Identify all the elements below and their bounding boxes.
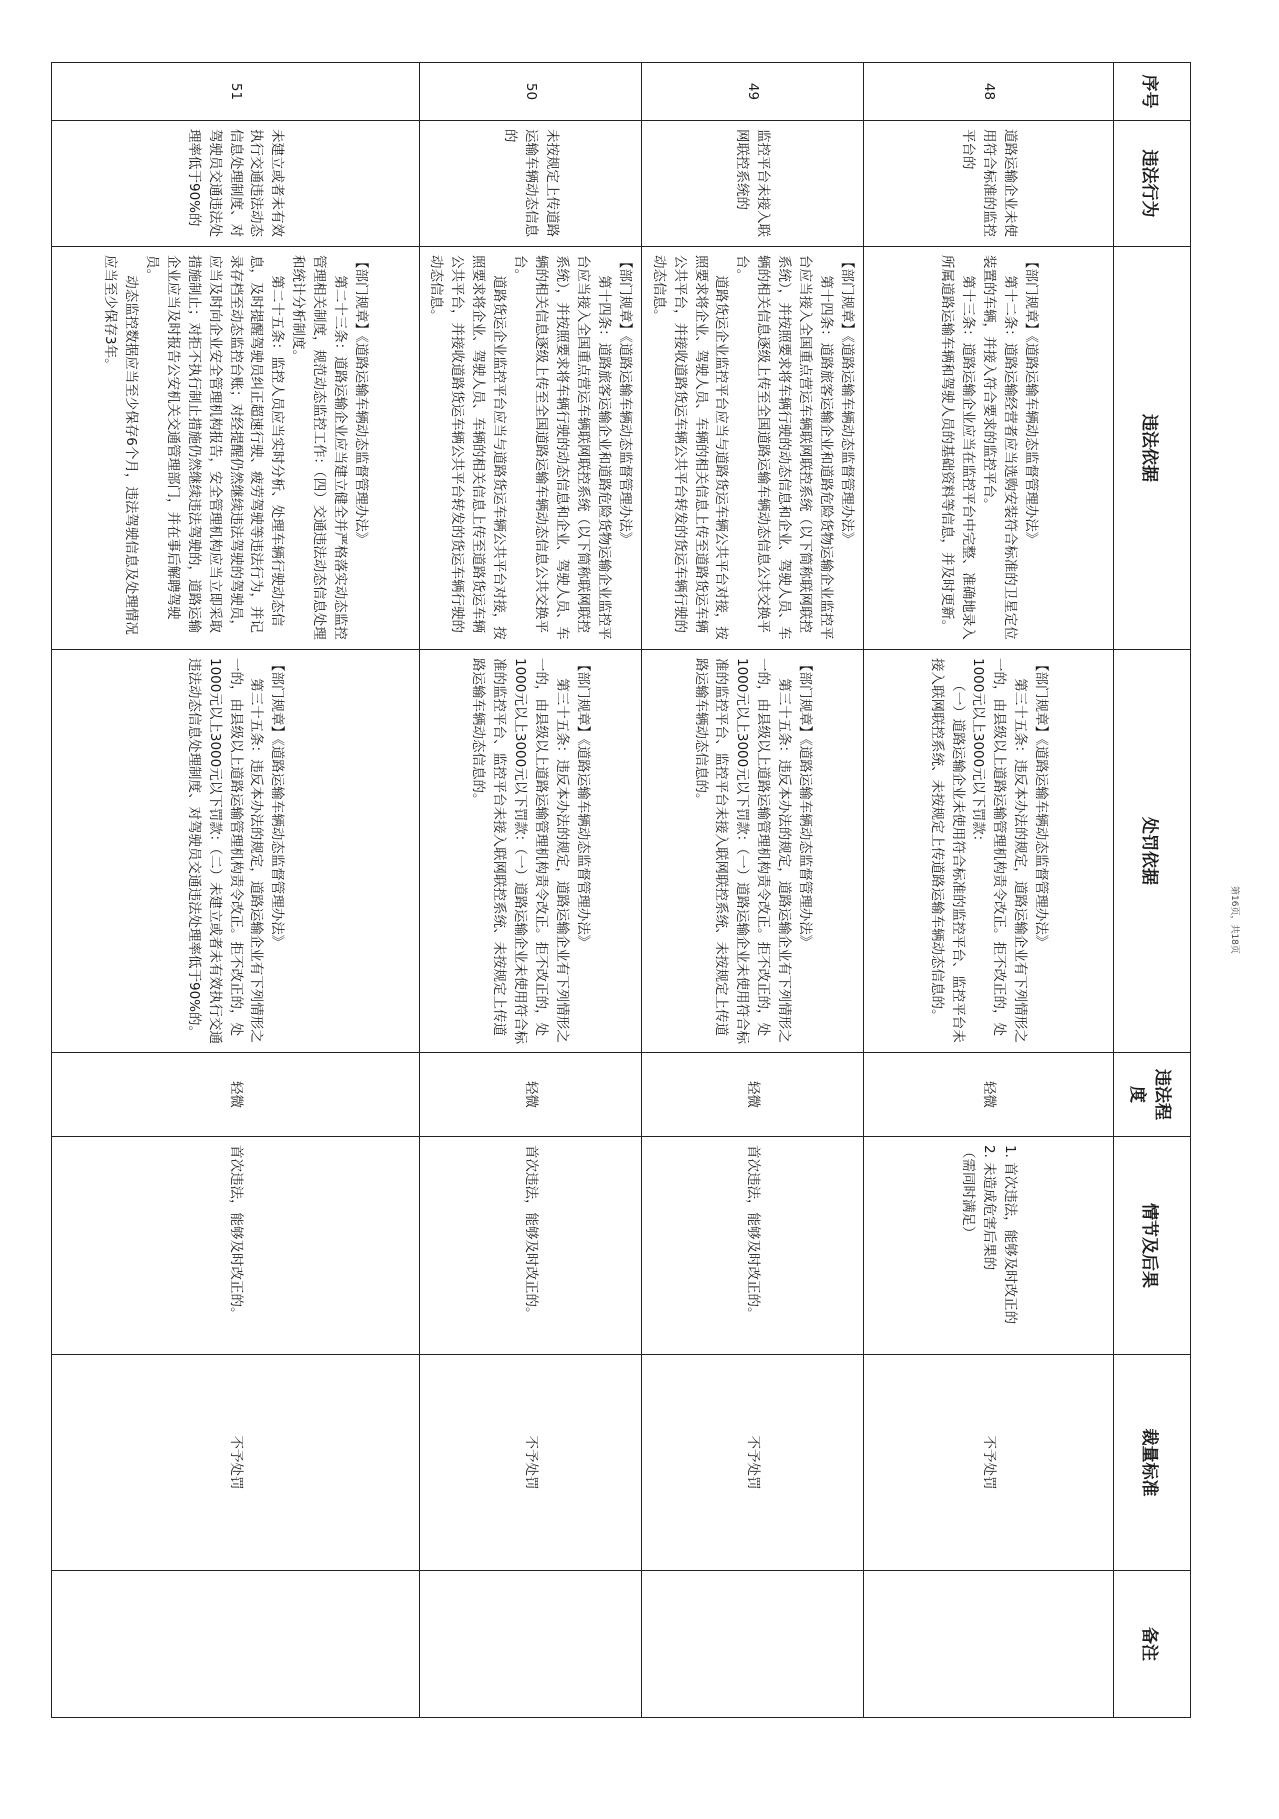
table-row — [864, 63, 1114, 1718]
table-header-row — [1114, 63, 1191, 1718]
circumstance-item: 1. 首次违法，能够及时改正的 — [1001, 1145, 1018, 1325]
penalty-basis-cell — [51, 650, 419, 1053]
basis-article: 第十四条：道路旅客运输企业和道路危险货物运输企业监控平台应当接入全国重点营运车辆联网联控系统（以下简称联网联控系统），并按照要求将车辆行驶的动态信息和企业、驾驶人员、车辆的相关信息逐级上传至全国道路运输车辆动态信息公共交换平台。 — [734, 255, 835, 640]
table-row — [641, 63, 863, 1718]
remark-cell — [864, 1571, 1114, 1718]
legal-basis-cell — [419, 247, 641, 650]
basis-article: 第二十三条：道路运输企业应当建立健全并严格落实动态监控管理相关制度，规范动态监控工作：（四）交通违法动态信息处理和统计分析制度。 — [290, 255, 349, 640]
circumstance-item: 首次违法，能够及时改正的。 — [522, 1145, 539, 1321]
standard-cell: 不予处罚 — [641, 1355, 863, 1571]
remark-cell — [641, 1571, 863, 1718]
penalty-law-name: 《道路运输车辆动态监督管理办法》 — [1033, 739, 1050, 949]
legal-basis-cell — [51, 247, 419, 650]
basis-article: 第十三条：道路运输企业应当在监控平台中完整、准确地录入所属道路运输车辆和驾驶人员的基础资料等信息，并及时更新。 — [939, 255, 977, 640]
circumstance-note: （需同时满足） — [960, 1145, 977, 1240]
header-degree: 违法程度 — [1114, 1053, 1191, 1137]
seq-cell: 50 — [419, 63, 641, 121]
header-circumstances: 情节及后果 — [1114, 1137, 1191, 1355]
penalty-law-name: 《道路运输车辆动态监督管理办法》 — [269, 739, 286, 949]
legal-basis-cell — [864, 247, 1114, 650]
degree-cell: 轻微 — [641, 1053, 863, 1137]
table-row — [419, 63, 641, 1718]
basis-law-name: 《道路运输车辆动态监督管理办法》 — [353, 336, 370, 546]
behavior-cell: 道路运输企业未使用符合标准的监控平台的 — [864, 121, 1114, 247]
basis-law-name: 《道路运输车辆动态监督管理办法》 — [839, 336, 855, 546]
circumstances-cell — [641, 1137, 863, 1355]
header-penalty-basis: 处罚依据 — [1114, 650, 1191, 1053]
penalty-tag: 【部门规章】 — [797, 658, 814, 739]
penalty-tag: 【部门规章】 — [1033, 658, 1050, 739]
degree-cell: 轻微 — [864, 1053, 1114, 1137]
header-remark: 备注 — [1114, 1571, 1191, 1718]
basis-tag: 【部门规章】 — [353, 255, 370, 336]
circumstance-item: 首次违法，能够及时改正的。 — [744, 1145, 761, 1321]
seq-cell: 49 — [641, 63, 863, 121]
basis-article: 第十二条：道路运输经营者应当选购安装符合标准的卫星定位装置的车辆，并接入符合要求的监控平台。 — [980, 255, 1018, 640]
penalty-article: 第三十五条：违反本办法的规定，道路运输企业有下列情形之一的，由县级以上道路运输管理机构责令改正。拒不改正的，处1000元以上3000元以下罚款：（二）未建立或者未有效执行交通违法动态信息处理制度、对驾驶员交通违法处理率低于90%的。 — [185, 658, 265, 1044]
remark-cell — [419, 1571, 641, 1718]
behavior-cell: 未按规定上传道路运输车辆动态信息的 — [419, 121, 641, 247]
standard-cell: 不予处罚 — [419, 1355, 641, 1571]
penalty-article: 第三十五条：违反本办法的规定，道路运输企业有下列情形之一的，由县级以上道路运输管理机构责令改正。拒不改正的，处1000元以上3000元以下罚款：（一）道路运输企业未使用符合标准的监控平台、监控平台未接入联网联控系统、未按规定上传道路运输车辆动态信息的。 — [692, 658, 793, 1044]
penalty-law-name: 《道路运输车辆动态监督管理办法》 — [574, 739, 591, 949]
header-standard: 裁量标准 — [1114, 1355, 1191, 1571]
penalty-tag: 【部门规章】 — [269, 658, 286, 739]
degree-cell: 轻微 — [419, 1053, 641, 1137]
behavior-cell: 未建立或者未有效执行交通违法动态信息处理制度、对驾驶员交通违法处理率低于90%的 — [51, 121, 419, 247]
circumstances-cell — [51, 1137, 419, 1355]
circumstances-cell — [864, 1137, 1114, 1355]
remark-cell — [51, 1571, 419, 1718]
penalty-basis-cell — [641, 650, 863, 1053]
behavior-cell: 监控平台未接入联网联控系统的 — [641, 121, 863, 247]
basis-law-name: 《道路运输车辆动态监督管理办法》 — [1022, 336, 1039, 546]
standard-cell: 不予处罚 — [51, 1355, 419, 1571]
basis-tag: 【部门规章】 — [616, 255, 633, 336]
document-page — [89, 62, 1191, 1717]
penalty-article: （一）道路运输企业未使用符合标准的监控平台、监控平台未接入联网联控系统、未按规定上传道路运输车辆动态信息的。 — [928, 658, 966, 1043]
penalty-standard-table — [51, 62, 1191, 1718]
penalty-article: 第三十五条：违反本办法的规定，道路运输企业有下列情形之一的，由县级以上道路运输管理机构责令改正。拒不改正的，处1000元以上3000元以下罚款： — [970, 658, 1029, 1043]
seq-cell: 48 — [864, 63, 1114, 121]
degree-cell: 轻微 — [51, 1053, 419, 1137]
circumstance-item: 首次违法，能够及时改正的。 — [227, 1145, 244, 1321]
circumstance-item: 2. 未造成危害后果的 — [980, 1145, 997, 1271]
legal-basis-cell — [641, 247, 863, 650]
basis-tag: 【部门规章】 — [839, 255, 855, 336]
penalty-tag: 【部门规章】 — [574, 658, 591, 739]
page-number: 第16页，共18页 — [1229, 886, 1239, 954]
penalty-law-name: 《道路运输车辆动态监督管理办法》 — [797, 739, 814, 949]
basis-tag: 【部门规章】 — [1022, 255, 1039, 336]
basis-article: 道路货运企业监控平台应当与道路货运车辆公共平台对接，按照要求将企业、驾驶人员、车辆的相关信息上传至道路货运车辆公共平台，并接收道路货运车辆公共平台转发的货运车辆行驶的动态信息。 — [650, 255, 730, 640]
basis-law-name: 《道路运输车辆动态监督管理办法》 — [616, 336, 633, 546]
basis-article: 动态监控数据应当至少保存6个月，违法驾驶信息及处理情况应当至少保存3年。 — [102, 255, 139, 635]
seq-cell: 51 — [51, 63, 419, 121]
basis-article: 第十四条：道路旅客运输企业和道路危险货物运输企业监控平台应当接入全国重点营运车辆联网联控系统（以下简称联网联控系统），并按照要求将车辆行驶的动态信息和企业、驾驶人员、车辆的相关信息逐级上传至全国道路运输车辆动态信息公共交换平台。 — [512, 255, 612, 640]
basis-article: 道路货运企业监控平台应当与道路货运车辆公共平台对接，按照要求将企业、驾驶人员、车辆的相关信息上传至道路货运车辆公共平台，并接收道路货运车辆公共平台转发的货运车辆行驶的动态信息。 — [428, 255, 508, 640]
penalty-basis-cell — [419, 650, 641, 1053]
penalty-article: 第三十五条：违反本办法的规定，道路运输企业有下列情形之一的，由县级以上道路运输管理机构责令改正。拒不改正的，处1000元以上3000元以下罚款：（一）道路运输企业未使用符合标准的监控平台、监控平台未接入联网联控系统、未按规定上传道路运输车辆动态信息的。 — [470, 658, 571, 1044]
circumstances-cell — [419, 1137, 641, 1355]
header-legal-basis: 违法依据 — [1114, 247, 1191, 650]
penalty-basis-cell — [864, 650, 1114, 1053]
header-behavior: 违法行为 — [1114, 121, 1191, 247]
table-row — [51, 63, 419, 1718]
basis-article: 第二十五条：监控人员应当实时分析、处理车辆行驶动态信息，及时提醒驾驶员纠正超速行驶、疲劳驾驶等违法行为，并记录存档至动态监控台账；对经提醒仍然继续违法驾驶的驾驶员，应当及时向企业安全管理机构报告，安全管理机构应当立即采取措施制止；对拒不执行制止措施仍然继续违法驾驶的，道路运输企业应当及时报告公安机关交通管理部门，并在事后解聘驾驶员。 — [143, 255, 286, 633]
header-seq: 序号 — [1114, 63, 1191, 121]
standard-cell: 不予处罚 — [864, 1355, 1114, 1571]
